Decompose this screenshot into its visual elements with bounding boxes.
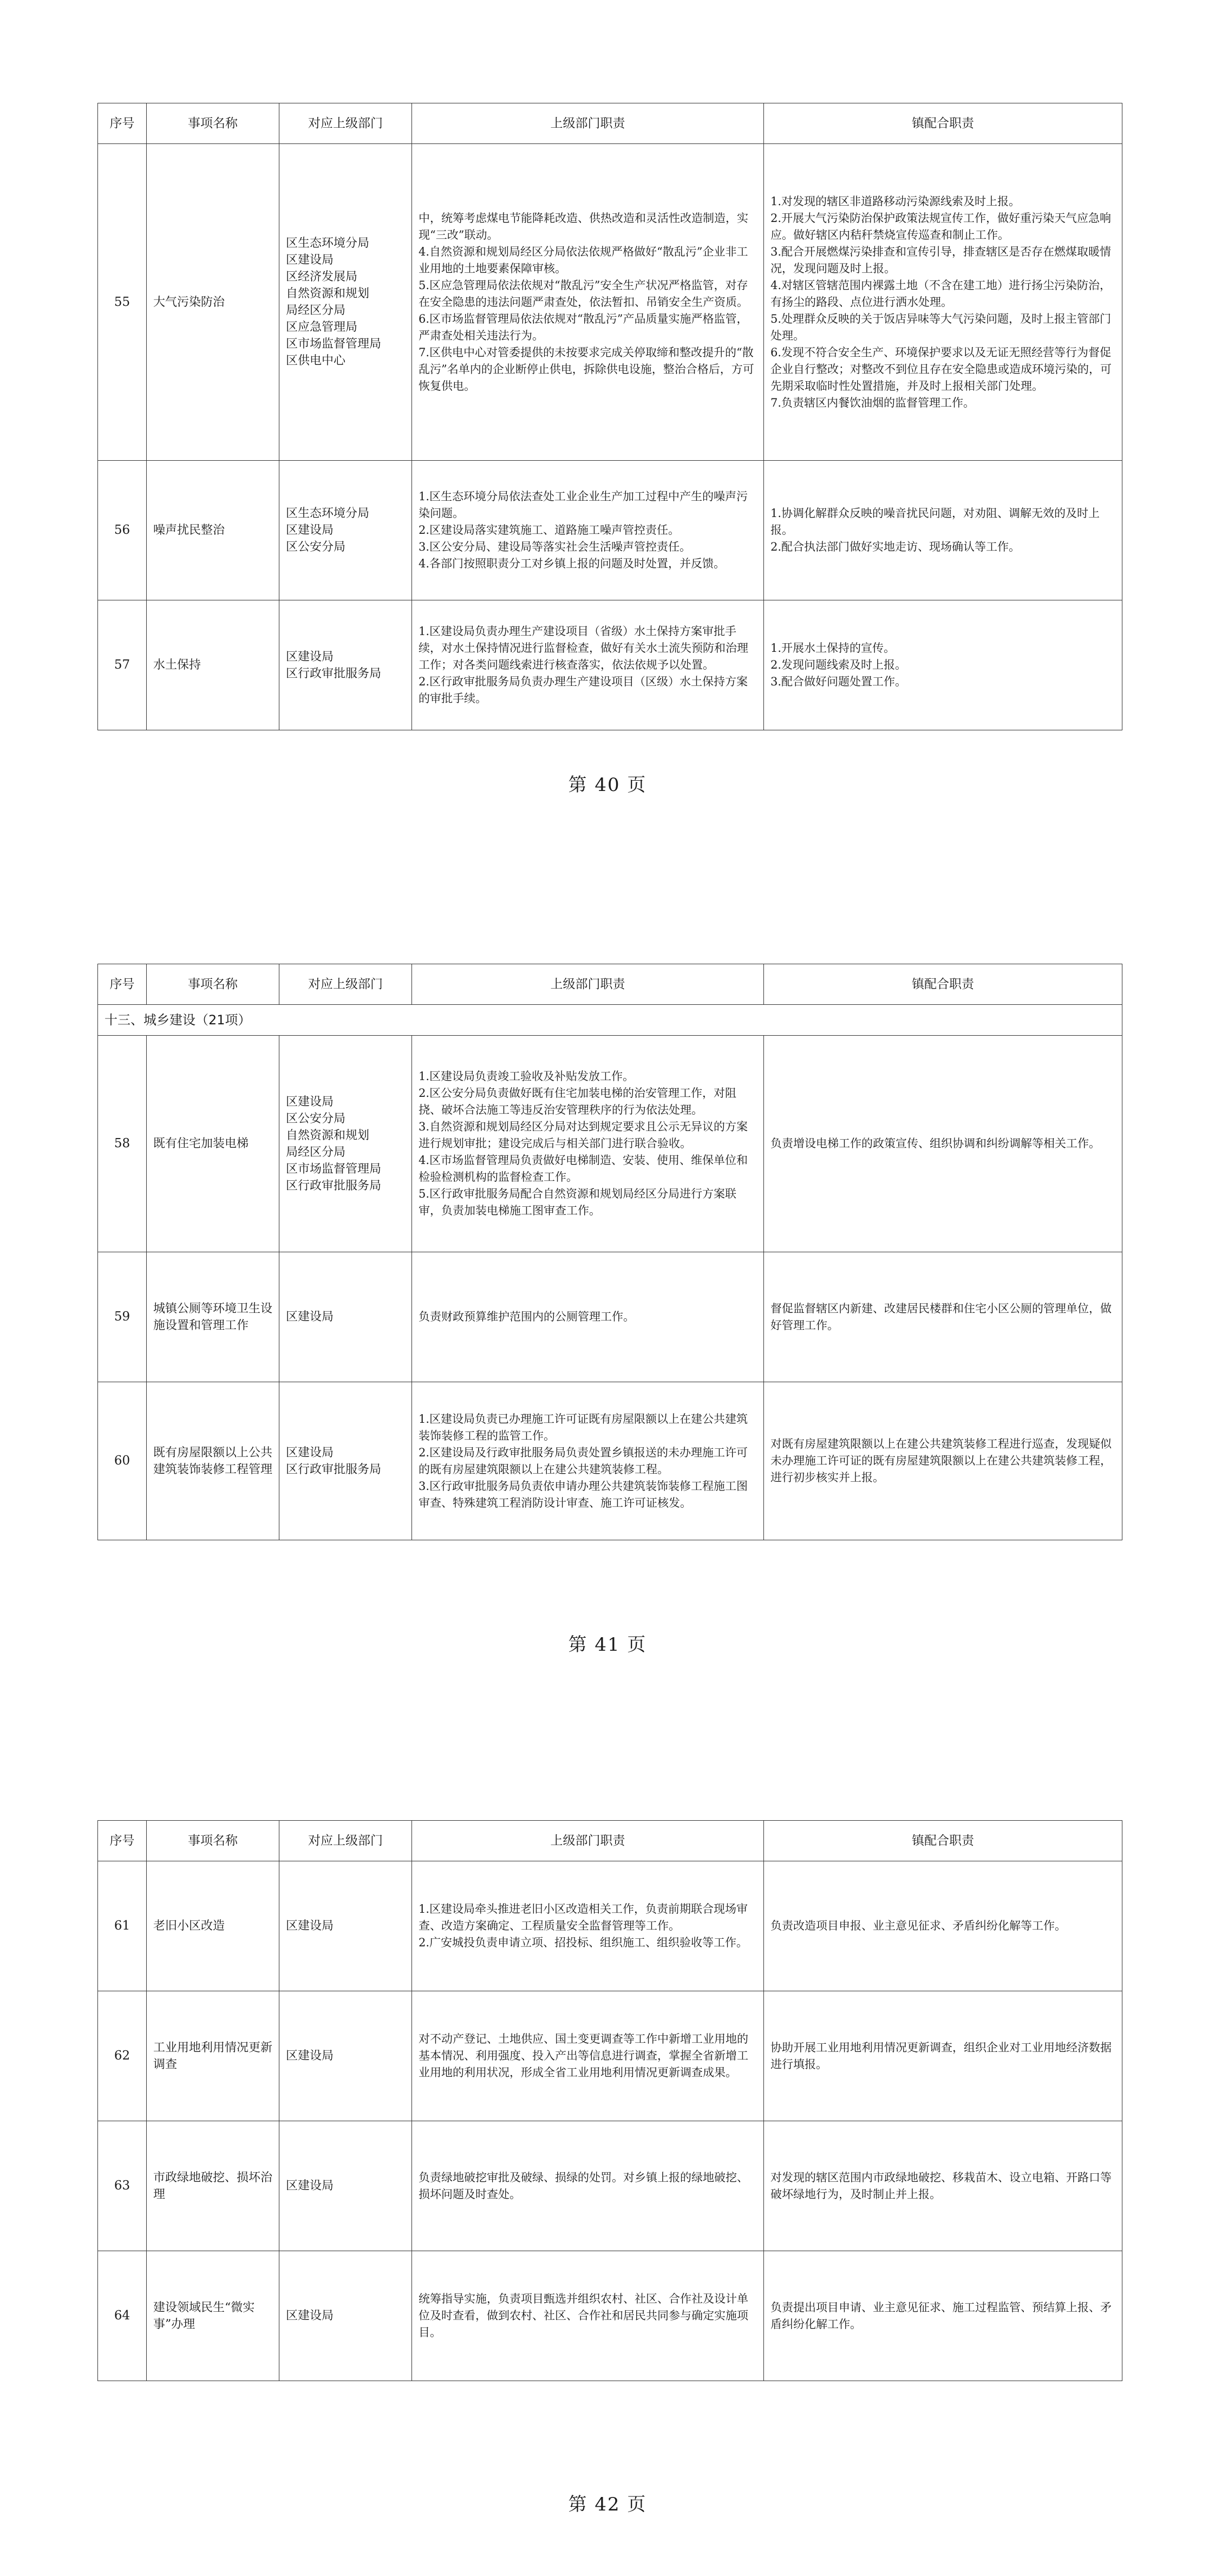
row-town (764, 1861, 1122, 1991)
dept-text: 区建设局 (286, 2049, 334, 2063)
header-dept: 对应上级部门 (279, 103, 412, 144)
dept-text: 区建设局 区行政审批服务局 (286, 1446, 382, 1476)
row-dept (279, 1382, 412, 1540)
town-text: 1.对发现的辖区非道路移动污染源线索及时上报。 2.开展大气污染防治保护政策法规宣传工作，做好重污染天气应急响应。做好辖区内秸秆禁烧宣传巡查和制止工作。 3.配合开展燃煤污染排查和宣传引导，排查辖区是否存在燃煤取暖情况，发现问题及时上报。 4.对辖区管辖范围内裸露土地（不含在建工地）进行扬尘污染防治，有扬尘的路段、点位进行洒水处理。 5.处理群众反映的关于饭店异味等大气污染问题，及时上报主管部门处理。 6.发现不符合安全生产、环境保护要求以及无证无照经营等行为督促企业自行整改；对整改不到位且存在安全隐患或造成环境污染的，可先期采取临时性处置措施，并及时上报相关部门处理。 7.负责辖区内餐饮油烟的监督管理工作。 (770, 194, 1112, 409)
row-name: 噪声扰民整治 (147, 461, 279, 600)
page-40 (97, 103, 1122, 730)
town-text: 对发现的辖区范围内市政绿地破挖、移栽苗木、设立电箱、开路口等破坏绿地行为，及时制止并上报。 (770, 2170, 1112, 2201)
dept-text: 区生态环境分局 区建设局 区经济发展局 自然资源和规划 局经区分局 区应急管理局 区市场监督管理局 区供电中心 (286, 237, 382, 368)
table-row (98, 1991, 1122, 2121)
row-dept (279, 1036, 412, 1252)
header-name: 事项名称 (147, 964, 279, 1005)
row-duty (412, 1382, 764, 1540)
row-dept (279, 1252, 412, 1382)
table-row (98, 1252, 1122, 1382)
duty-text: 1.区建设局牵头推进老旧小区改造相关工作，负责前期联合现场审查、改造方案确定、工程质量安全监督管理等工作。 2.广安城投负责申请立项、招投标、组织施工、组织验收等工作。 (419, 1902, 748, 1949)
row-town (764, 2121, 1122, 2251)
row-duty (412, 144, 764, 461)
table-row (98, 461, 1122, 600)
header-town: 镇配合职责 (764, 1821, 1122, 1861)
duty-text: 1.区建设局负责办理生产建设项目（省级）水土保持方案审批手续，对水土保持情况进行监督检查，做好有关水土流失预防和治理工作；对各类问题线索进行核查落实，依法依规予以处置。 2.区行政审批服务局负责办理生产建设项目（区级）水土保持方案的审批手续。 (419, 625, 748, 705)
duty-text: 负责财政预算维护范围内的公厕管理工作。 (419, 1310, 635, 1323)
town-text: 督促监督辖区内新建、改建居民楼群和住宅小区公厕的管理单位，做好管理工作。 (770, 1302, 1112, 1332)
header-no: 序号 (98, 103, 147, 144)
town-text: 1.协调化解群众反映的噪音扰民问题，对劝阻、调解无效的及时上报。 2.配合执法部门做好实地走访、现场确认等工作。 (770, 507, 1100, 553)
responsibility-table (97, 103, 1122, 730)
town-text: 对既有房屋建筑限额以上在建公共建筑装修工程进行巡查，发现疑似未办理施工许可证的既有房屋建筑限额以上在建公共建筑装修工程，进行初步核实并上报。 (770, 1437, 1112, 1484)
duty-text: 负责绿地破挖审批及破绿、损绿的处罚。对乡镇上报的绿地破挖、损坏问题及时查处。 (419, 2170, 748, 2201)
row-name: 城镇公厕等环境卫生设施设置和管理工作 (147, 1252, 279, 1382)
row-town (764, 1382, 1122, 1540)
dept-text: 区生态环境分局 区建设局 区公安分局 (286, 507, 370, 554)
row-no: 57 (98, 600, 147, 730)
town-text: 1.开展水土保持的宣传。 2.发现问题线索及时上报。 3.配合做好问题处置工作。 (770, 642, 907, 688)
responsibility-table (97, 964, 1122, 1540)
row-town (764, 144, 1122, 461)
row-no: 55 (98, 144, 147, 461)
row-town (764, 1036, 1122, 1252)
row-name: 建设领域民生“微实事”办理 (147, 2251, 279, 2381)
page-41 (97, 964, 1122, 1540)
row-no: 60 (98, 1382, 147, 1540)
page-number: 第 40 页 (568, 774, 647, 796)
table-row (98, 1382, 1122, 1540)
row-dept (279, 1991, 412, 2121)
row-duty (412, 2251, 764, 2381)
dept-text: 区建设局 (286, 2309, 334, 2323)
row-no: 56 (98, 461, 147, 600)
row-no: 59 (98, 1252, 147, 1382)
duty-text: 1.区生态环境分局依法查处工业企业生产加工过程中产生的噪声污染问题。 2.区建设局落实建筑施工、道路施工噪声管控责任。 3.区公安分局、建设局等落实社会生活噪声管控责任。 4.各部门按照职责分工对乡镇上报的问题及时处置，并反馈。 (419, 490, 748, 570)
dept-text: 区建设局 区行政审批服务局 (286, 650, 382, 681)
table-header (98, 1821, 1122, 1861)
row-dept (279, 461, 412, 600)
header-duty: 上级部门职责 (412, 1821, 764, 1861)
table-row (98, 2251, 1122, 2381)
row-duty (412, 1861, 764, 1991)
duty-text: 对不动产登记、土地供应、国土变更调查等工作中新增工业用地的基本情况、利用强度、投入产出等信息进行调查，掌握全省新增工业用地的利用状况，形成全省工业用地利用情况更新调查成果。 (419, 2032, 748, 2079)
header-no: 序号 (98, 1821, 147, 1861)
row-no: 61 (98, 1861, 147, 1991)
row-no: 62 (98, 1991, 147, 2121)
row-name: 工业用地利用情况更新调查 (147, 1991, 279, 2121)
dept-text: 区建设局 (286, 1310, 334, 1324)
header-town: 镇配合职责 (764, 103, 1122, 144)
row-no: 63 (98, 2121, 147, 2251)
table-row (98, 600, 1122, 730)
section-title: 十三、城乡建设（21项） (98, 1005, 1122, 1036)
town-text: 负责改造项目申报、业主意见征求、矛盾纠纷化解等工作。 (770, 1919, 1066, 1932)
page-number: 第 42 页 (568, 2494, 647, 2515)
dept-text: 区建设局 (286, 2179, 334, 2193)
header-name: 事项名称 (147, 103, 279, 144)
row-no: 64 (98, 2251, 147, 2381)
town-text: 负责提出项目申请、业主意见征求、施工过程监管、预结算上报、矛盾纠纷化解工作。 (770, 2300, 1112, 2331)
row-duty (412, 1252, 764, 1382)
dept-text: 区建设局 (286, 1919, 334, 1933)
row-dept (279, 2251, 412, 2381)
table-row (98, 144, 1122, 461)
duty-text: 1.区建设局负责竣工验收及补贴发放工作。 2.区公安分局负责做好既有住宅加装电梯的治安管理工作，对阻挠、破坏合法施工等违反治安管理秩序的行为依法处理。 3.自然资源和规划局经区分局对达到规定要求且公示无异议的方案进行规划审批；建设完成后与相关部门进行联合验收。 4.区市场监督管理局负责做好电梯制造、安装、使用、维保单位和检验检测机构的监督检查工作。 5.区行政审批服务局配合自然资源和规划局经区分局进行方案联审，负责加装电梯施工图审查工作。 (419, 1070, 748, 1217)
table-header (98, 103, 1122, 144)
row-dept (279, 1861, 412, 1991)
town-text: 负责增设电梯工作的政策宣传、组织协调和纠纷调解等相关工作。 (770, 1137, 1100, 1150)
header-no: 序号 (98, 964, 147, 1005)
row-town (764, 1991, 1122, 2121)
row-duty (412, 600, 764, 730)
table-row (98, 2121, 1122, 2251)
row-name: 既有住宅加装电梯 (147, 1036, 279, 1252)
dept-text: 区建设局 区公安分局 自然资源和规划 局经区分局 区市场监督管理局 区行政审批服务局 (286, 1095, 382, 1193)
table-row (98, 1036, 1122, 1252)
row-name: 大气污染防治 (147, 144, 279, 461)
row-dept (279, 2121, 412, 2251)
duty-text: 中，统筹考虑煤电节能降耗改造、供热改造和灵活性改造制造，实现“三改”联动。 4.自然资源和规划局经区分局依法依规严格做好“散乱污”企业非工业用地的土地要素保障审核。 5.区应急管理局依法依规对“散乱污”安全生产状况严格监管，对存在安全隐患的违法问题严肃查处，依法暂扣、吊销安全生产资质。 6.区市场监督管理局依法依规对“散乱污”产品质量实施严格监管，严肃查处相关违法行为。 7.区供电中心对管委提供的未按要求完成关停取缔和整改提升的“散乱污”名单内的企业断停止供电，拆除供电设施，整治合格后，方可恢复供电。 (419, 211, 754, 393)
town-text: 协助开展工业用地利用情况更新调查，组织企业对工业用地经济数据进行填报。 (770, 2041, 1112, 2071)
row-town (764, 2251, 1122, 2381)
responsibility-table (97, 1820, 1122, 2381)
row-dept (279, 144, 412, 461)
row-duty (412, 2121, 764, 2251)
row-duty (412, 461, 764, 600)
header-dept: 对应上级部门 (279, 1821, 412, 1861)
row-town (764, 461, 1122, 600)
page-42 (97, 1820, 1122, 2381)
row-duty (412, 1036, 764, 1252)
page-number: 第 41 页 (568, 1634, 647, 1656)
row-duty (412, 1991, 764, 2121)
row-name: 老旧小区改造 (147, 1861, 279, 1991)
header-duty: 上级部门职责 (412, 964, 764, 1005)
header-town: 镇配合职责 (764, 964, 1122, 1005)
row-town (764, 600, 1122, 730)
table-row (98, 1861, 1122, 1991)
section-row (98, 1005, 1122, 1036)
header-duty: 上级部门职责 (412, 103, 764, 144)
table-header (98, 964, 1122, 1005)
row-name: 市政绿地破挖、损坏治理 (147, 2121, 279, 2251)
duty-text: 1.区建设局负责已办理施工许可证既有房屋限额以上在建公共建筑装饰装修工程的监管工作。 2.区建设局及行政审批服务局负责处置乡镇报送的未办理施工许可的既有房屋建筑限额以上在建公共建筑装修工程。 3.区行政审批服务局负责依申请办理公共建筑装饰装修工程施工图审查、特殊建筑工程消防设计审查、施工许可证核发。 (419, 1412, 748, 1509)
row-no: 58 (98, 1036, 147, 1252)
row-dept (279, 600, 412, 730)
row-name: 既有房屋限额以上公共建筑装饰装修工程管理 (147, 1382, 279, 1540)
duty-text: 统筹指导实施，负责项目甄选并组织农村、社区、合作社及设计单位及时查看，做到农村、社区、合作社和居民共同参与确定实施项目。 (419, 2292, 748, 2339)
row-name: 水土保持 (147, 600, 279, 730)
row-town (764, 1252, 1122, 1382)
header-name: 事项名称 (147, 1821, 279, 1861)
header-dept: 对应上级部门 (279, 964, 412, 1005)
